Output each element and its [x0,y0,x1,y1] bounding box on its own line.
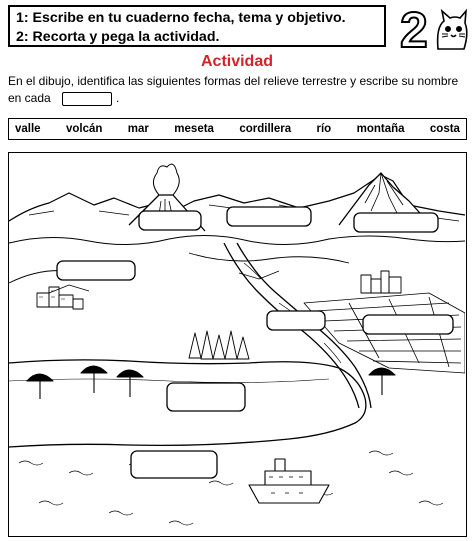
word-bank-item: costa [429,123,460,135]
badge-number: 2 [400,3,428,51]
word-bank-item: río [316,123,332,135]
word-bank-item: montaña [356,123,405,135]
left-valley-label-box [57,261,135,280]
city [361,271,401,293]
volcano-label-box [139,211,201,230]
cat-face-icon [438,11,467,49]
number-badge [398,3,470,51]
river-label-box [267,311,325,330]
word-bank-item: volcán [65,123,103,135]
activity-text-end: . [116,91,120,105]
instructions-box [8,5,386,47]
activity-title: Actividad [200,53,273,70]
center-mountain-label-box [227,207,311,226]
right-mountain-label-box [354,213,438,232]
example-blank-box [62,92,112,106]
word-bank-item: cordillera [239,123,292,135]
word-bank [8,118,467,140]
word-bank-item: valle [15,123,41,135]
sea-label-box [131,451,217,478]
coast-label-box [167,383,245,411]
word-bank-item: mar [127,123,149,135]
activity-text: En el dibujo, identifica las siguientes formas del relieve terrestre y escribe su nombre en cada [8,74,459,105]
plateau-label-box [363,315,453,334]
instruction-line-1: 1: Escribe en tu cuaderno fecha, tema y objetivo. [16,10,346,26]
sea-waves [19,451,443,525]
word-bank-item: meseta [174,123,214,135]
instruction-line-2: 2: Recorta y pega la actividad. [16,29,220,45]
activity-instructions [8,73,468,107]
forest [189,331,249,359]
town [37,287,83,309]
landscape-illustration [8,152,467,537]
ship [249,459,329,503]
